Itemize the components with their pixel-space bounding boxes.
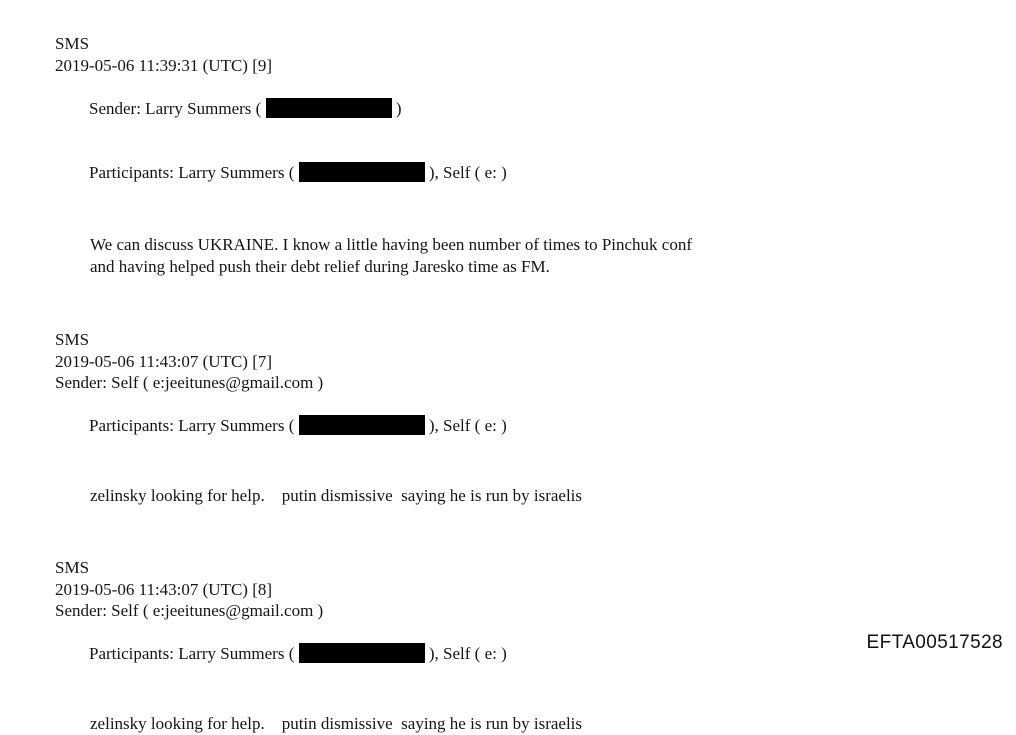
record-timestamp: 2019-05-06 11:43:07 (UTC) [8] xyxy=(55,579,273,599)
record-timestamp: 2019-05-06 11:43:07 (UTC) [7] xyxy=(55,351,273,371)
participants-text: Participants: Larry Summers ( xyxy=(89,416,299,435)
message-line: We can discuss UKRAINE. I know a little having been number of times to Pinchuk conf xyxy=(90,235,693,254)
participants-line xyxy=(55,141,1016,206)
sms-record-2 xyxy=(55,329,1016,507)
participants-text-after: ), Self ( e: ) xyxy=(424,163,507,182)
participants-text: Participants: Larry Summers ( xyxy=(89,644,299,663)
sender-line: Sender: Self ( e:jeeitunes@gmail.com ) xyxy=(55,601,324,620)
message-line: zelinsky looking for help. putin dismissive saying he is run by israelis xyxy=(90,486,583,505)
message-text xyxy=(90,713,1016,735)
sms-record-1 xyxy=(55,33,1016,278)
record-type-label: SMS xyxy=(55,34,90,53)
record-timestamp: 2019-05-06 11:39:31 (UTC) [9] xyxy=(55,55,273,75)
redaction-box xyxy=(266,98,392,118)
participants-text-after: ), Self ( e: ) xyxy=(424,416,507,435)
bates-number: EFTA00517528 xyxy=(866,632,1003,653)
record-type-label: SMS xyxy=(55,330,90,349)
sender-text-after: ) xyxy=(391,98,402,118)
participants-text: Participants: Larry Summers ( xyxy=(89,163,299,182)
redaction-box xyxy=(299,643,425,663)
sender-line: Sender: Self ( e:jeeitunes@gmail.com ) xyxy=(55,373,324,392)
message-line: zelinsky looking for help. putin dismissive saying he is run by israelis xyxy=(90,714,583,733)
sender-text: Sender: Larry Summers ( xyxy=(89,98,266,118)
participants-line xyxy=(55,394,1016,459)
record-type-label: SMS xyxy=(55,558,90,577)
message-text xyxy=(90,485,1016,507)
redaction-box xyxy=(299,162,425,182)
sender-line xyxy=(55,76,1016,141)
participants-text-after: ), Self ( e: ) xyxy=(424,644,507,663)
redaction-box xyxy=(299,415,425,435)
message-line: and having helped push their debt relief during Jaresko time as FM. xyxy=(90,257,550,276)
message-text xyxy=(90,234,1016,278)
